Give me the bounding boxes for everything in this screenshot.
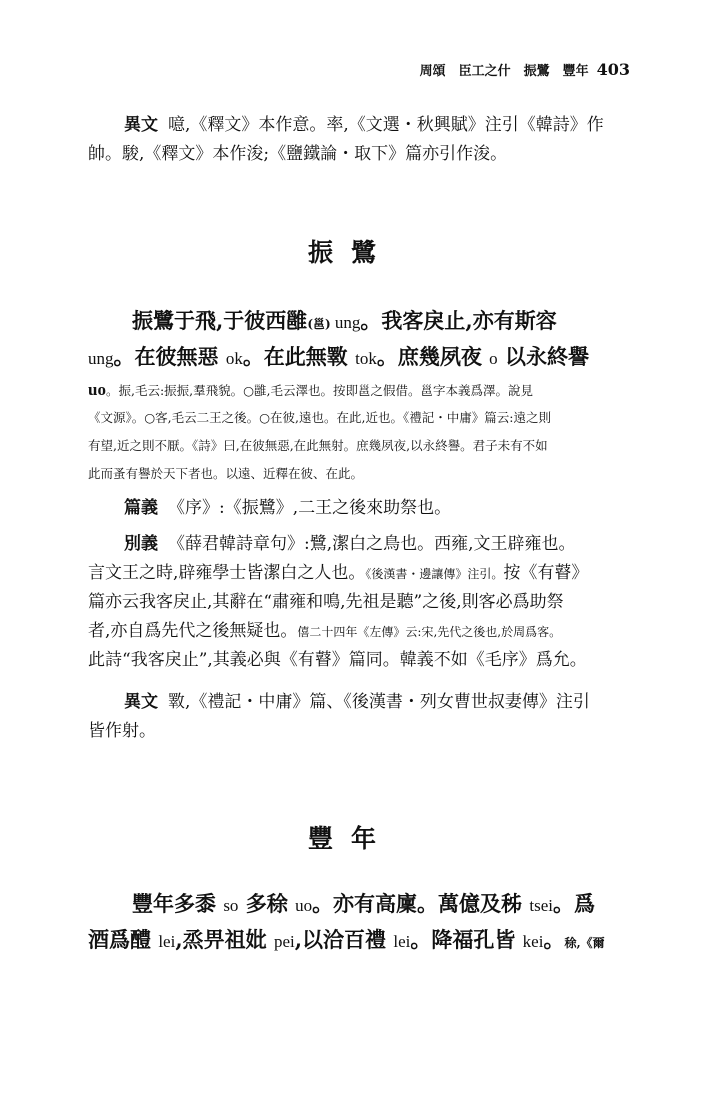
commentary-line: 此而蚤有譽於天下者也。以遠、近釋在彼、在此。 xyxy=(88,466,364,481)
rhyme-sound: kei xyxy=(522,932,544,951)
poem-text: 。在彼無惡 xyxy=(113,344,226,369)
poem-text: 以永終譽 xyxy=(497,344,589,369)
poem-text: 。在此無斁 xyxy=(242,344,356,369)
poem-line xyxy=(88,886,628,922)
alt-meaning-section xyxy=(88,530,628,675)
text-line xyxy=(88,494,628,523)
section-label: 篇義 xyxy=(124,498,158,518)
text-span: 《序》:《振鷺》,二王之後來助祭也。 xyxy=(168,498,452,518)
poem-title-fengnian: 豐年 xyxy=(307,824,394,853)
text-span: 斁,《禮記・中庸》篇、《後漢書・列女曹世叔妻傳》注引 xyxy=(168,692,590,712)
commentary-zhenlu xyxy=(88,376,628,488)
text-line xyxy=(88,559,628,588)
text-line xyxy=(88,688,628,717)
rhyme-sound: ung xyxy=(330,313,361,332)
poem-fengnian xyxy=(88,886,628,958)
poem-line xyxy=(88,303,628,339)
rhyme-sound: pei xyxy=(273,932,295,951)
rhyme-sound: lei xyxy=(158,932,176,951)
rhyme-sound: tsei xyxy=(529,896,553,915)
poem-zhenlu xyxy=(88,303,628,375)
text-line: 此詩“我客戾止”,其義必與《有瞽》篇同。韓義不如《毛序》爲允。 xyxy=(88,650,587,670)
commentary-start: 稌,《爾 xyxy=(564,936,605,950)
text-span: 噫,《釋文》本作意。率,《文選・秋興賦》注引《韓詩》作 xyxy=(168,115,604,135)
text-line xyxy=(88,617,628,646)
poem-text: 。庶幾夙夜 xyxy=(376,344,490,369)
poem-text: 。爲 xyxy=(552,891,595,916)
section-label: 別義 xyxy=(124,534,158,554)
poem-text: 。亦有高廩。萬億及秭 xyxy=(312,891,530,916)
rhyme-sound: tok xyxy=(355,349,377,368)
poem-text: ,烝畀祖妣 xyxy=(175,927,274,952)
rhyme-sound: uo xyxy=(88,380,106,399)
poem-note: (邕) xyxy=(307,317,331,331)
text-line: 皆作射。 xyxy=(88,721,156,741)
variant-text-section-prev xyxy=(88,111,628,169)
rhyme-sound: ung xyxy=(88,349,114,368)
text-line: 帥。駿,《釋文》本作浚;《鹽鐵論・取下》篇亦引作浚。 xyxy=(88,144,508,164)
text-line xyxy=(88,111,628,140)
poem-line xyxy=(88,922,628,958)
poem-text: 振鷺于飛,于彼西雝 xyxy=(132,308,308,333)
commentary-line: 有望,近之則不厭。《詩》曰,在彼無惡,在此無射。庶幾夙夜,以永終譽。君子未有不如 xyxy=(88,438,548,453)
poem-text: 。 xyxy=(543,927,565,952)
poem-line xyxy=(88,339,628,375)
section-label: 異文 xyxy=(124,115,158,135)
poem-text: ,以洽百禮 xyxy=(294,927,394,952)
rhyme-sound: lei xyxy=(393,932,411,951)
citation-note: 僖二十四年《左傳》云:宋,先代之後也,於周爲客。 xyxy=(297,625,562,639)
poem-title-zhenlu: 振鷺 xyxy=(307,238,394,267)
running-header xyxy=(380,60,630,79)
variant-text-section xyxy=(88,688,628,746)
text-span: 按《有瞽》 xyxy=(503,563,589,583)
running-title: 周頌 臣工之什 振鷺 豐年 xyxy=(419,64,589,79)
poem-text: 酒爲醴 xyxy=(88,927,159,952)
text-span: 《薛君韓詩章句》:鷺,潔白之鳥也。西雍,文王辟雍也。 xyxy=(168,534,576,554)
rhyme-sound: ok xyxy=(225,349,243,368)
commentary-line: 《文源》。○客,毛云二王之後。○在彼,遠也。在此,近也。《禮記・中庸》篇云:遠之則 xyxy=(88,410,551,425)
commentary-line xyxy=(88,376,628,404)
text-span: 者,亦自爲先代之後無疑也。 xyxy=(88,621,298,641)
text-span: 言文王之時,辟雍學士皆潔白之人也。 xyxy=(88,563,366,583)
poem-text: 。降福孔皆 xyxy=(410,927,523,952)
citation-note: 《後漢書・邊讓傳》注引。 xyxy=(365,567,504,581)
meaning-section xyxy=(88,494,628,523)
commentary-text: 。振,毛云:振振,羣飛貌。○雝,毛云澤也。按即邕之假借。邕字本義爲澤。說見 xyxy=(105,383,534,398)
poem-text: 。我客戾止,亦有斯容 xyxy=(360,308,557,333)
section-label: 異文 xyxy=(124,692,158,712)
rhyme-sound: o xyxy=(489,349,498,368)
rhyme-sound: so xyxy=(223,896,239,915)
poem-text: 豐年多黍 xyxy=(132,891,224,916)
rhyme-sound: uo xyxy=(295,896,313,915)
poem-text: 多稌 xyxy=(238,891,296,916)
page-number: 403 xyxy=(596,60,630,79)
text-line: 篇亦云我客戾止,其辭在“肅雍和鳴,先祖是聽”之後,則客必爲助祭 xyxy=(88,592,564,612)
text-line xyxy=(88,530,628,559)
